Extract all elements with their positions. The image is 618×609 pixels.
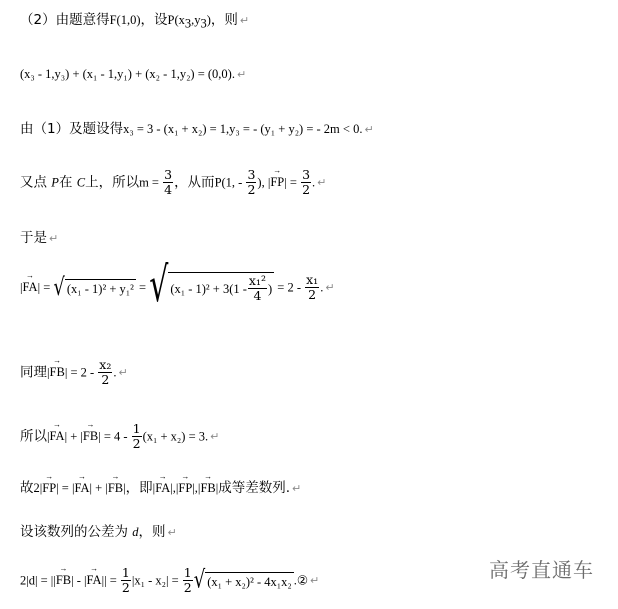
- line-1: （2）由题意得F(1,0)，设$P(x_3,y_3)$，则 ↵: [20, 12, 250, 31]
- line-5: 于是 ↵: [20, 230, 59, 246]
- line-3: 由（1）及题设得x₃ = 3 - (x₁ + x₂) = 1,y₃ = - (y₁ + y₂) = - 2m < 0. ↵: [20, 121, 374, 137]
- line-8: 所以|→ FA| + |→ FB| = 4 - $\frac{1}{2}$ (x₁ + x₂) = 3. ↵: [20, 422, 219, 452]
- vector-fa: → FA: [50, 430, 65, 443]
- paragraph-mark: ↵: [118, 366, 128, 380]
- circled-number: ②: [296, 573, 309, 588]
- paragraph-mark: ↵: [317, 176, 327, 190]
- paragraph-mark: ↵: [325, 281, 335, 295]
- fraction: $\frac{\text{x₂}}{2}$: [99, 357, 112, 388]
- paragraph-mark: ↵: [364, 123, 374, 136]
- fraction: $\frac{3}{2}$: [247, 167, 256, 198]
- vector-fb: → FB: [108, 482, 123, 495]
- vector-fb: → FB: [200, 482, 215, 495]
- line-6: |→ FA| = √ (x₁ - 1)² + y₁² = √ (x₁ - 1)² + 3(1 - $\frac{\text{x₁²}}{4}$ ) = 2 - $\frac{\text{x₁}}{2}$ . ↵: [20, 272, 335, 304]
- vector-fp: → FP: [42, 482, 56, 495]
- line-4: 又点 P在 C上，所以m = $\frac{3}{4}$ ，从而P(1, - $\frac{3}{2}$ ), |→ FP| = $\frac{3}{2}$ . ↵: [20, 168, 326, 198]
- vector-fa: → FA: [23, 281, 38, 294]
- paragraph-mark: ↵: [49, 232, 59, 245]
- vector-fb: → FB: [56, 574, 71, 587]
- fraction: $\frac{1}{2}$: [183, 565, 192, 596]
- paragraph-mark: ↵: [167, 526, 177, 539]
- paragraph-mark: ↵: [236, 68, 247, 81]
- line-10: 设该数列的公差为 d，则 ↵: [20, 524, 177, 540]
- line-9: 故2|→ FP| = |→ FA| + |→ FB|，即|→ FA|,|→ FP|,|→ FB|成等差数列. ↵: [20, 482, 301, 496]
- line-7: 同理|→ FB| = 2 - $\frac{\text{x₂}}{2}$ . ↵: [20, 358, 128, 388]
- fraction: $\frac{\text{x₁²}}{4}$: [248, 273, 266, 304]
- paragraph-mark: ↵: [210, 430, 220, 444]
- vector-fa: → FA: [87, 574, 102, 587]
- square-root: √ (x₁ - 1)² + y₁²: [53, 273, 134, 302]
- fraction: $\frac{3}{2}$: [302, 167, 311, 198]
- vector-fb: → FB: [50, 366, 65, 379]
- vector-fp: → FP: [270, 176, 284, 189]
- fraction: $\frac{3}{4}$: [164, 167, 173, 198]
- vector-fa: → FA: [155, 482, 170, 495]
- vector-fb: → FB: [83, 430, 98, 443]
- watermark: 高考直通车: [489, 558, 594, 582]
- paragraph-mark: ↵: [239, 14, 250, 27]
- square-root: √ (x₁ + x₂)² - 4x₁x₂: [193, 566, 292, 595]
- fraction: $\frac{1}{2}$: [121, 565, 130, 596]
- paragraph-mark: ↵: [310, 574, 320, 588]
- fraction: $\frac{\text{x₁}}{2}$: [306, 272, 319, 303]
- line-2: (x₃ - 1,y₃) + (x₁ - 1,y₁) + (x₂ - 1,y₂) = (0,0). ↵: [20, 67, 247, 81]
- line-11: 2|d| = ||→ FB| - |→ FA|| = $\frac{1}{2}$ |x₁ - x₂| = $\frac{1}{2}$ √ (x₁ + x₂)² - 4x₁x₂ .② ↵: [20, 566, 319, 596]
- paragraph-mark: ↵: [292, 482, 302, 495]
- square-root: √ (x₁ - 1)² + 3(1 - $\frac{\text{x₁²}}{4}$ ): [149, 257, 273, 314]
- vector-fp: → FP: [178, 482, 192, 495]
- vector-fa: → FA: [74, 482, 89, 495]
- fraction: $\frac{1}{2}$: [132, 421, 141, 452]
